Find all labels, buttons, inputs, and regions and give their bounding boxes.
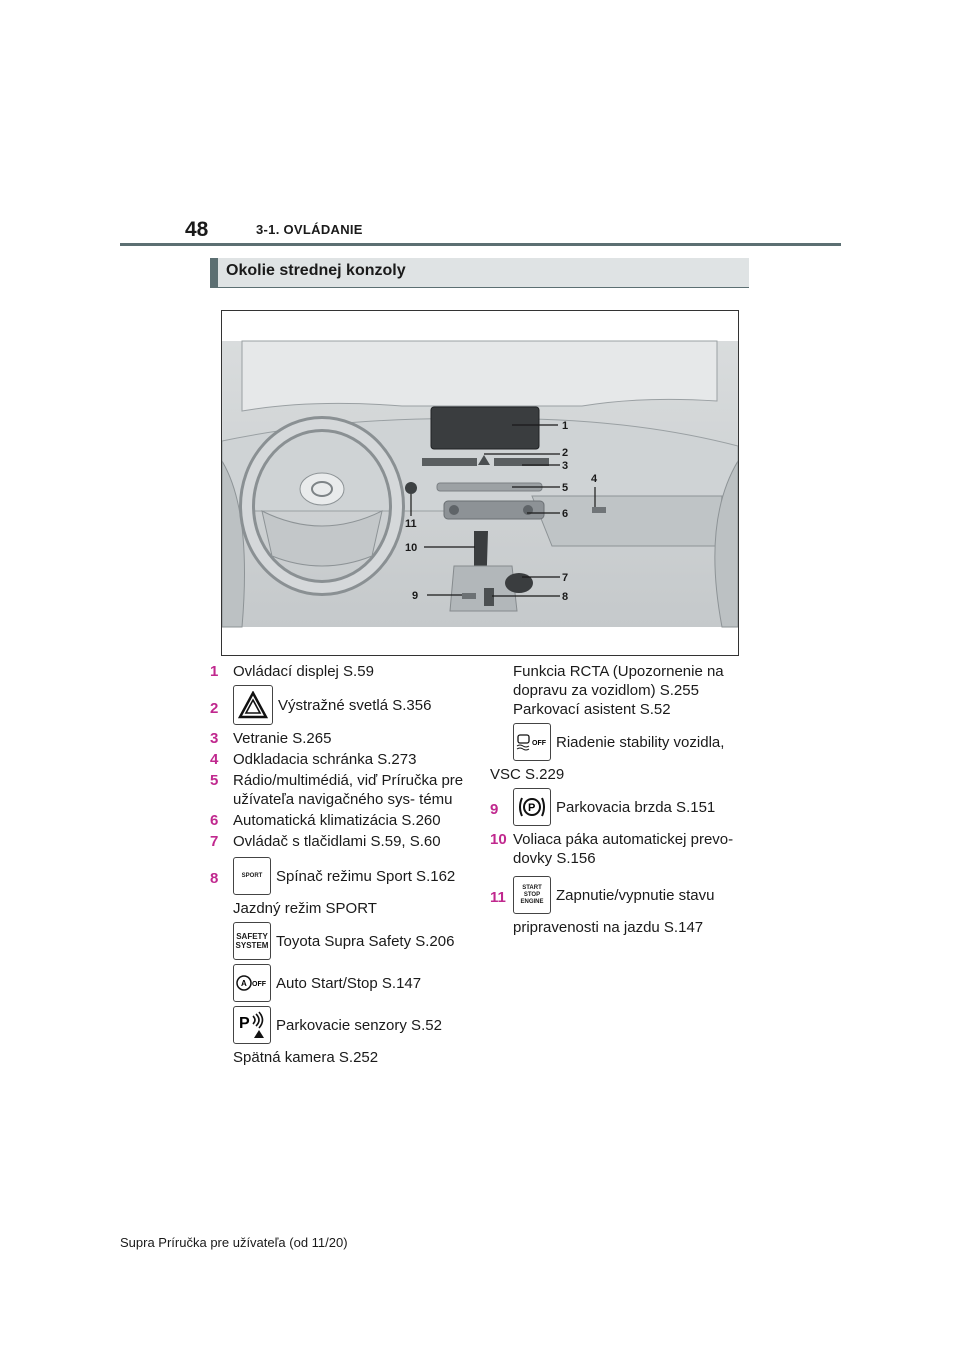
engine-start-stop-icon: START STOP ENGINE (513, 876, 551, 914)
sub-row-text: Toyota Supra Safety S.206 (276, 932, 455, 950)
dashboard-figure (221, 310, 739, 656)
list-item-10 (490, 830, 755, 868)
svg-text:P: P (239, 1015, 250, 1032)
callout-2: 2 (562, 447, 569, 459)
callout-10: 10 (405, 542, 418, 554)
list-item-1 (210, 662, 475, 681)
item-number: 9 (490, 801, 499, 818)
item-text: Vetranie S.265 (233, 730, 332, 747)
vsc-off-icon (513, 723, 551, 761)
hazard-triangle-icon (233, 685, 273, 725)
list-item-4 (210, 750, 475, 769)
item-number: 7 (210, 833, 219, 850)
item-number: 11 (490, 889, 506, 906)
vsc-text: Riadenie stability vozidla, (556, 733, 725, 751)
item-number: 4 (210, 751, 219, 768)
list-item-9 (490, 788, 755, 826)
item-text: Ovládač s tlačidlami S.59, S.60 (233, 833, 441, 850)
item-number: 1 (210, 663, 219, 680)
callout-7: 7 (562, 572, 569, 584)
list-item-11 (490, 876, 755, 937)
callout-9: 9 (412, 590, 419, 602)
item-text: Rádio/multimédiá, viď Príručka pre užívateľa navigačného sys- tému (233, 772, 464, 808)
callout-1: 1 (562, 420, 569, 432)
heading-box (210, 258, 749, 288)
item-text: Voliaca páka automatickej prevo- dovky S.156 (513, 831, 734, 867)
list-item-3 (210, 729, 475, 748)
sport-button-icon: SPORT (233, 857, 271, 895)
callout-8: 8 (562, 591, 569, 603)
section-title: 3-1. OVLÁDANIE (256, 222, 363, 237)
page-number: 48 (185, 218, 209, 241)
item-number: 8 (210, 870, 219, 887)
auto-start-stop-off-icon (233, 964, 271, 1002)
rear-camera-text: Spätná kamera S.252 (233, 1049, 379, 1066)
callout-4: 4 (591, 473, 598, 485)
left-column (210, 662, 475, 1067)
item-number: 6 (210, 812, 219, 829)
item-number: 3 (210, 730, 219, 747)
svg-text:OFF: OFF (532, 740, 546, 747)
header-rule (120, 243, 841, 246)
item-text: Parkovacia brzda S.151 (556, 798, 716, 816)
list-item-6 (210, 811, 475, 830)
rcta-text: Funkcia RCTA (Upozornenie na dopravu za vozidlom) S.255 (513, 663, 724, 699)
item-text: Automatická klimatizácia S.260 (233, 812, 441, 829)
item-number: 5 (210, 772, 219, 789)
callout-6: 6 (562, 508, 569, 520)
sub-row-text: Auto Start/Stop S.147 (276, 974, 422, 992)
parking-sensor-icon (233, 1006, 271, 1044)
list-item-8 (210, 857, 475, 895)
item-text: Spínač režimu Sport S.162 (276, 867, 456, 885)
list-item-7 (210, 832, 475, 851)
sub-row-text: Parkovacie senzory S.52 (276, 1016, 442, 1034)
svg-text:P: P (528, 802, 536, 814)
item-text: Zapnutie/vypnutie stavu (556, 886, 715, 904)
item8-sub (210, 899, 475, 1067)
vsc-block (490, 723, 755, 761)
item-number: 2 (210, 700, 219, 717)
vsc-cont: VSC S.229 (490, 766, 565, 783)
list-item-5 (210, 771, 475, 809)
callout-5: 5 (562, 482, 569, 494)
parking-brake-icon (513, 788, 551, 826)
item-text: Výstražné svetlá S.356 (278, 696, 432, 714)
item-text: Odkladacia schránka S.273 (233, 751, 417, 768)
item-text-cont: pripravenosti na jazdu S.147 (513, 919, 704, 936)
callout-3: 3 (562, 460, 569, 472)
callout-11: 11 (405, 518, 417, 530)
sub-row-safety (233, 922, 475, 960)
item-text: Ovládací displej S.59 (233, 663, 374, 680)
sub-row-autostart (233, 964, 475, 1002)
list-item-2 (210, 685, 475, 725)
safety-system-icon: SAFETY SYSTEM (233, 922, 271, 960)
svg-text:A: A (241, 979, 247, 988)
sub-row-parking-sensor (233, 1006, 475, 1044)
item-number: 10 (490, 831, 507, 848)
dashboard-illustration (222, 311, 738, 655)
heading-title: Okolie strednej konzoly (226, 262, 406, 279)
sport-mode-text: Jazdný režim SPORT (233, 900, 377, 917)
svg-text:OFF: OFF (252, 981, 266, 988)
parking-assist-text: Parkovací asistent S.52 (513, 701, 671, 718)
footer: Supra Príručka pre užívateľa (od 11/20) (120, 1235, 348, 1250)
right-column (490, 662, 755, 937)
